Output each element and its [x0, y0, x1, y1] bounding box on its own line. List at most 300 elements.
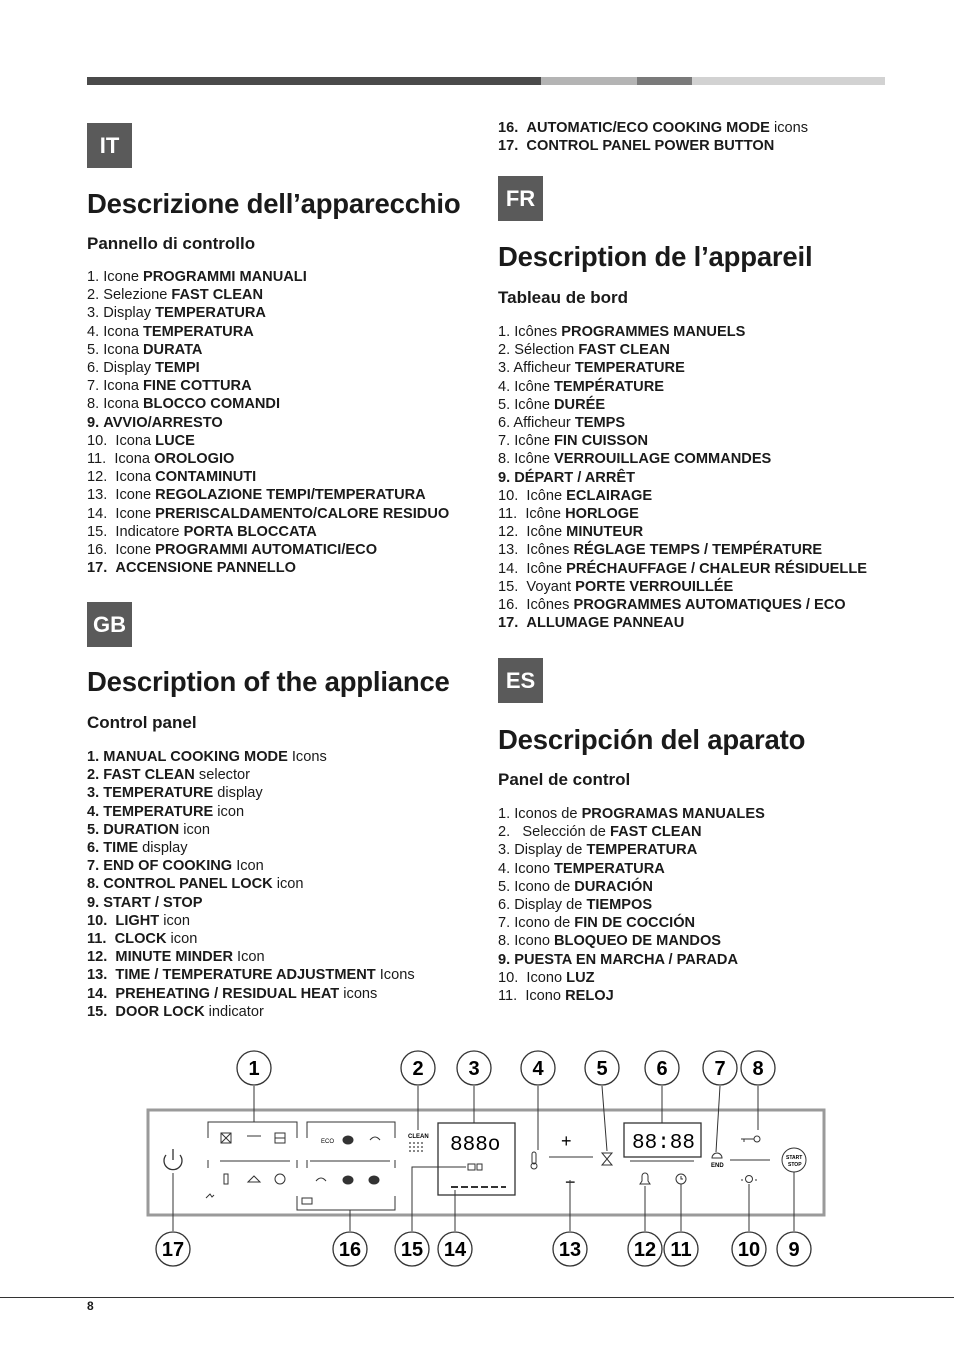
item-suffix: Icon	[232, 949, 265, 966]
minus-icon: −	[565, 1172, 576, 1192]
item-number: 6.	[498, 415, 511, 432]
list-item	[498, 932, 918, 950]
item-prefix: Icône	[514, 451, 554, 468]
item-number: 7.	[498, 915, 511, 932]
list-item	[498, 578, 918, 596]
svg-text:1: 1	[248, 1058, 260, 1080]
item-number: 2.	[498, 824, 511, 841]
item-prefix: Afficheur	[513, 415, 575, 432]
item-keyword: BLOQUEO DE MANDOS	[554, 933, 722, 950]
item-list-gb	[87, 748, 477, 1021]
item-number: 1.	[87, 749, 100, 765]
item-prefix: Afficheur	[513, 360, 575, 377]
item-keyword: TEMPERATURE	[574, 360, 685, 377]
item-keyword: PROGRAMMES MANUELS	[561, 324, 746, 340]
svg-text:5: 5	[596, 1058, 608, 1080]
list-item	[87, 395, 477, 413]
item-prefix: Icônes	[522, 542, 574, 559]
item-number: 17.	[498, 615, 519, 632]
item-number: 10.	[87, 912, 108, 929]
list-item	[498, 841, 918, 859]
list-item	[87, 875, 477, 893]
item-prefix: Icona	[111, 469, 156, 486]
section-subtitle-it: Pannello di controllo	[87, 234, 256, 253]
item-keyword: HORLOGE	[565, 506, 639, 523]
item-keyword: TEMPERATURA	[155, 305, 266, 322]
item-keyword: RÉGLAGE TEMPS / TEMPÉRATURE	[573, 542, 823, 559]
svg-text:14: 14	[443, 1239, 467, 1261]
item-number: 11.	[87, 931, 107, 948]
item-prefix: Indicatore	[111, 523, 184, 540]
item-keyword: DÉPART / ARRÊT	[514, 469, 636, 486]
item-prefix: Icona	[111, 432, 156, 449]
svg-text:12: 12	[633, 1239, 657, 1261]
item-keyword: PROGRAMMES AUTOMATIQUES / ECO	[573, 597, 846, 614]
list-item	[87, 286, 477, 304]
item-prefix: Icône	[522, 524, 567, 541]
item-number: 6.	[87, 360, 100, 377]
item-number: 17.	[498, 138, 519, 155]
item-prefix: Icona	[103, 323, 143, 340]
item-keyword: REGOLAZIONE TEMPI/TEMPERATURA	[155, 487, 426, 504]
item-number: 3.	[498, 360, 511, 377]
item-number: 16.	[87, 542, 108, 559]
svg-text:3: 3	[468, 1058, 480, 1080]
callout-2	[401, 1051, 435, 1085]
section-title-fr: Description de l’appareil	[498, 241, 813, 272]
item-keyword: FIN DE COCCIÓN	[574, 915, 696, 932]
item-prefix: Icônes	[522, 597, 574, 614]
item-number: 7.	[87, 378, 100, 395]
callouts-bottom	[156, 1232, 811, 1266]
item-list-es	[498, 805, 918, 1005]
item-number: 15.	[87, 1003, 108, 1020]
item-prefix: Icône	[514, 378, 554, 395]
item-prefix: Icone	[103, 269, 143, 285]
plus-icon: +	[561, 1131, 572, 1151]
list-item	[498, 450, 918, 468]
list-item	[87, 341, 477, 359]
item-number: 9.	[87, 414, 100, 431]
svg-text:2: 2	[412, 1058, 424, 1080]
footer-rule	[0, 1297, 954, 1298]
item-keyword: TEMPERATURE	[103, 803, 214, 820]
callout-9	[777, 1232, 811, 1266]
callouts-top	[237, 1051, 775, 1085]
list-item	[498, 860, 918, 878]
item-prefix: Icono	[514, 860, 554, 877]
item-keyword: END OF COOKING	[103, 858, 233, 875]
callout-15	[395, 1232, 429, 1266]
list-item	[498, 823, 918, 841]
list-item	[87, 766, 477, 784]
list-item	[498, 469, 918, 487]
list-item	[498, 969, 918, 987]
item-number: 16.	[498, 597, 519, 614]
item-keyword: TIEMPOS	[586, 897, 653, 914]
item-prefix: Icono	[514, 933, 554, 950]
section-it	[87, 123, 477, 577]
item-number: 9.	[498, 469, 511, 486]
item-prefix: Icono	[521, 988, 566, 1005]
callout-8	[741, 1051, 775, 1085]
item-keyword: DURATA	[143, 341, 203, 358]
item-prefix: Selezione	[103, 287, 172, 304]
item-number: 11.	[87, 451, 107, 468]
list-item	[87, 377, 477, 395]
item-keyword: FINE COTTURA	[143, 378, 252, 395]
control-panel-diagram	[0, 1040, 954, 1280]
item-number: 3.	[498, 842, 511, 859]
item-number: 11.	[498, 506, 518, 523]
list-item	[498, 878, 918, 896]
svg-text:6: 6	[656, 1058, 668, 1080]
svg-text:15: 15	[400, 1239, 424, 1261]
item-number: 12.	[498, 524, 519, 541]
item-keyword: MANUAL COOKING MODE	[103, 749, 288, 765]
section-es	[498, 658, 918, 1005]
item-number: 7.	[498, 433, 511, 450]
item-keyword: AUTOMATIC/ECO COOKING MODE	[526, 120, 770, 136]
item-number: 14.	[498, 560, 519, 577]
item-number: 3.	[87, 305, 100, 322]
item-number: 9.	[498, 951, 511, 968]
item-keyword: ACCENSIONE PANNELLO	[115, 560, 296, 577]
item-prefix: Icono de	[514, 878, 575, 895]
item-prefix: Display de	[514, 842, 587, 859]
item-number: 16.	[498, 120, 519, 136]
list-item	[498, 523, 918, 541]
item-number: 15.	[498, 578, 519, 595]
top-color-bar	[87, 77, 885, 85]
item-number: 13.	[87, 487, 108, 504]
list-item	[87, 748, 477, 766]
list-item	[498, 951, 918, 969]
item-number: 1.	[498, 806, 511, 822]
svg-text:9: 9	[788, 1239, 800, 1261]
item-list-gb-continued	[498, 119, 888, 155]
section-subtitle-gb: Control panel	[87, 713, 197, 732]
item-keyword: LUCE	[155, 432, 195, 449]
item-keyword: TEMPS	[574, 415, 626, 432]
item-number: 9.	[87, 894, 100, 911]
list-item	[87, 304, 477, 322]
list-item	[87, 857, 477, 875]
item-keyword: PRERISCALDAMENTO/CALORE RESIDUO	[155, 505, 450, 522]
item-number: 3.	[87, 785, 100, 802]
item-prefix: Selección de	[514, 824, 610, 841]
list-item	[87, 948, 477, 966]
item-keyword: BLOCCO COMANDI	[143, 396, 281, 413]
list-item	[498, 137, 888, 155]
item-prefix: Icônes	[514, 324, 562, 340]
callout-6	[645, 1051, 679, 1085]
item-prefix: Icone	[111, 542, 156, 559]
callout-7	[703, 1051, 737, 1085]
item-keyword: FAST CLEAN	[609, 824, 702, 841]
item-keyword: FAST CLEAN	[103, 767, 195, 784]
item-suffix: icon	[159, 912, 191, 929]
item-prefix: Icône	[522, 487, 567, 504]
section-subtitle-fr: Tableau de bord	[498, 288, 629, 307]
end-label: END	[711, 1163, 724, 1169]
callout-5	[585, 1051, 619, 1085]
list-item	[87, 450, 477, 468]
callout-11	[664, 1232, 698, 1266]
item-keyword: CLOCK	[114, 931, 167, 948]
list-item	[87, 468, 477, 486]
item-keyword: CONTROL PANEL LOCK	[103, 876, 273, 893]
item-prefix: Display	[103, 305, 156, 322]
list-item	[498, 805, 918, 823]
list-item	[87, 1003, 477, 1021]
item-suffix: Icons	[287, 749, 327, 765]
list-item	[87, 359, 477, 377]
item-list-fr	[498, 323, 918, 632]
item-keyword: TEMPERATURA	[143, 323, 254, 340]
language-badge-fr: FR	[498, 176, 543, 221]
language-badge-it: IT	[87, 123, 132, 168]
item-suffix: icon	[272, 876, 304, 893]
svg-text:17: 17	[161, 1239, 185, 1261]
item-prefix: Icône	[522, 560, 567, 577]
list-item	[87, 486, 477, 504]
callout-12	[628, 1232, 662, 1266]
item-number: 5.	[87, 821, 100, 838]
section-gb	[87, 602, 477, 1021]
item-prefix: Icona	[103, 341, 143, 358]
item-keyword: LUZ	[566, 969, 595, 986]
callout-16	[333, 1232, 367, 1266]
section-subtitle-es: Panel de control	[498, 770, 631, 789]
item-number: 1.	[87, 269, 100, 285]
item-number: 12.	[87, 469, 108, 486]
item-keyword: TIME / TEMPERATURE ADJUSTMENT	[115, 967, 376, 984]
item-prefix: Icone	[111, 487, 156, 504]
stop-label: STOP	[788, 1162, 802, 1168]
item-keyword: DOOR LOCK	[115, 1003, 205, 1020]
item-keyword: DURATION	[103, 821, 180, 838]
list-item	[87, 821, 477, 839]
item-number: 4.	[498, 860, 511, 877]
list-item	[498, 560, 918, 578]
svg-text:10: 10	[737, 1239, 761, 1261]
item-prefix: Sélection	[514, 342, 579, 359]
item-keyword: FAST CLEAN	[578, 342, 670, 359]
item-number: 13.	[87, 967, 108, 984]
item-keyword: TEMPERATURE	[103, 785, 214, 802]
callout-13	[553, 1232, 587, 1266]
item-number: 14.	[87, 505, 108, 522]
item-number: 6.	[498, 897, 511, 914]
svg-text:7: 7	[714, 1058, 726, 1080]
list-item	[87, 803, 477, 821]
item-number: 2.	[498, 342, 511, 359]
section-title-es: Descripción del aparato	[498, 724, 806, 755]
list-item	[498, 614, 918, 632]
item-suffix: Icon	[232, 858, 264, 875]
item-number: 4.	[87, 323, 100, 340]
item-number: 8.	[87, 396, 100, 413]
item-number: 6.	[87, 840, 100, 857]
item-number: 15.	[87, 523, 108, 540]
list-item	[87, 523, 477, 541]
list-item	[498, 487, 918, 505]
item-keyword: VERROUILLAGE COMMANDES	[554, 451, 772, 468]
section-fr	[498, 176, 918, 632]
callout-10	[732, 1232, 766, 1266]
list-item	[87, 985, 477, 1003]
item-suffix: display	[138, 840, 188, 857]
item-keyword: PROGRAMAS MANUALES	[581, 806, 765, 822]
item-suffix: selector	[194, 767, 251, 784]
item-number: 17.	[87, 560, 108, 577]
item-prefix: Icône	[514, 433, 554, 450]
callout-4	[521, 1051, 555, 1085]
section-title-gb: Description of the appliance	[87, 666, 450, 697]
item-keyword: DURÉE	[554, 396, 606, 413]
list-item	[87, 323, 477, 341]
list-item	[498, 505, 918, 523]
list-item	[87, 966, 477, 984]
item-suffix: display	[213, 785, 263, 802]
item-number: 1.	[498, 324, 511, 340]
callout-14	[438, 1232, 472, 1266]
item-number: 12.	[87, 949, 108, 966]
item-number: 10.	[87, 432, 108, 449]
item-suffix: icon	[166, 931, 198, 948]
list-item	[87, 784, 477, 802]
list-item	[498, 414, 918, 432]
svg-text:16: 16	[338, 1239, 362, 1261]
language-badge-gb: GB	[87, 602, 132, 647]
list-item	[498, 596, 918, 614]
item-number: 2.	[87, 767, 100, 784]
clean-label: CLEAN	[408, 1134, 429, 1140]
svg-text:8: 8	[752, 1058, 764, 1080]
list-item	[87, 541, 477, 559]
item-keyword: TEMPI	[155, 360, 200, 377]
page-number: 8	[87, 1299, 94, 1313]
item-suffix: icon	[179, 821, 210, 838]
item-prefix: Icône	[514, 396, 554, 413]
section-title-it: Descrizione dell’apparecchio	[87, 188, 461, 219]
item-number: 10.	[498, 487, 519, 504]
item-suffix: indicator	[204, 1003, 264, 1020]
item-number: 4.	[87, 803, 100, 820]
list-item	[87, 912, 477, 930]
item-number: 14.	[87, 985, 108, 1002]
item-number: 2.	[87, 287, 100, 304]
item-keyword: RELOJ	[565, 988, 614, 1005]
item-number: 8.	[498, 933, 511, 950]
item-keyword: FIN CUISSON	[554, 433, 649, 450]
item-prefix: Icono de	[514, 915, 575, 932]
item-suffix: icons	[339, 985, 378, 1002]
item-keyword: FAST CLEAN	[171, 287, 264, 304]
item-number: 8.	[498, 451, 511, 468]
svg-text:11: 11	[670, 1239, 692, 1261]
item-keyword: ALLUMAGE PANNEAU	[526, 615, 685, 632]
item-prefix: Icône	[521, 506, 566, 523]
item-prefix: Icona	[103, 396, 143, 413]
callout-17	[156, 1232, 190, 1266]
item-number: 5.	[87, 341, 100, 358]
list-item	[498, 323, 918, 341]
item-number: 11.	[498, 988, 518, 1005]
item-keyword: MINUTEUR	[566, 524, 644, 541]
callout-1	[237, 1051, 271, 1085]
list-item	[87, 559, 477, 577]
item-suffix: icons	[769, 120, 809, 136]
item-number: 4.	[498, 378, 511, 395]
item-keyword: ECLAIRAGE	[566, 487, 653, 504]
list-item	[87, 505, 477, 523]
item-keyword: MINUTE MINDER	[115, 949, 233, 966]
item-keyword: LIGHT	[115, 912, 160, 929]
item-keyword: PREHEATING / RESIDUAL HEAT	[115, 985, 340, 1002]
list-item	[498, 914, 918, 932]
item-keyword: PRÉCHAUFFAGE / CHALEUR RÉSIDUELLE	[566, 560, 867, 577]
list-item	[498, 987, 918, 1005]
item-list-it	[87, 268, 477, 577]
list-item	[498, 541, 918, 559]
item-number: 10.	[498, 969, 519, 986]
item-keyword: TEMPERATURA	[554, 860, 665, 877]
item-number: 5.	[498, 396, 511, 413]
item-keyword: TEMPÉRATURE	[554, 378, 664, 395]
svg-text:4: 4	[532, 1058, 544, 1080]
item-prefix: Voyant	[522, 578, 576, 595]
list-item	[498, 359, 918, 377]
list-item	[498, 341, 918, 359]
list-item	[498, 432, 918, 450]
item-number: 7.	[87, 858, 100, 875]
list-item	[87, 432, 477, 450]
list-item	[498, 378, 918, 396]
item-prefix: Icono	[522, 969, 567, 986]
item-keyword: PORTE VERROUILLÉE	[575, 578, 734, 595]
time-display: 88:88	[632, 1132, 696, 1155]
item-suffix: icon	[213, 803, 245, 820]
list-item	[498, 896, 918, 914]
item-keyword: PROGRAMMI MANUALI	[143, 269, 307, 285]
list-item	[87, 414, 477, 432]
item-keyword: PORTA BLOCCATA	[183, 523, 317, 540]
item-keyword: START / STOP	[103, 894, 203, 911]
language-badge-es: ES	[498, 658, 543, 703]
list-item	[498, 396, 918, 414]
list-item	[87, 930, 477, 948]
item-keyword: DURACIÓN	[574, 878, 653, 895]
item-keyword: AVVIO/ARRESTO	[103, 414, 223, 431]
item-prefix: Iconos de	[514, 806, 582, 822]
item-keyword: TIME	[103, 840, 139, 857]
item-keyword: PUESTA EN MARCHA / PARADA	[514, 951, 739, 968]
list-item	[87, 839, 477, 857]
item-prefix: Icone	[111, 505, 156, 522]
list-item	[498, 119, 888, 137]
item-prefix: Display	[103, 360, 156, 377]
item-number: 13.	[498, 542, 519, 559]
item-number: 5.	[498, 878, 511, 895]
list-item	[87, 268, 477, 286]
item-prefix: Icona	[103, 378, 143, 395]
item-keyword: PROGRAMMI AUTOMATICI/ECO	[155, 542, 378, 559]
item-suffix: Icons	[375, 967, 415, 984]
item-keyword: OROLOGIO	[154, 451, 235, 468]
item-keyword: CONTROL PANEL POWER BUTTON	[526, 138, 775, 155]
